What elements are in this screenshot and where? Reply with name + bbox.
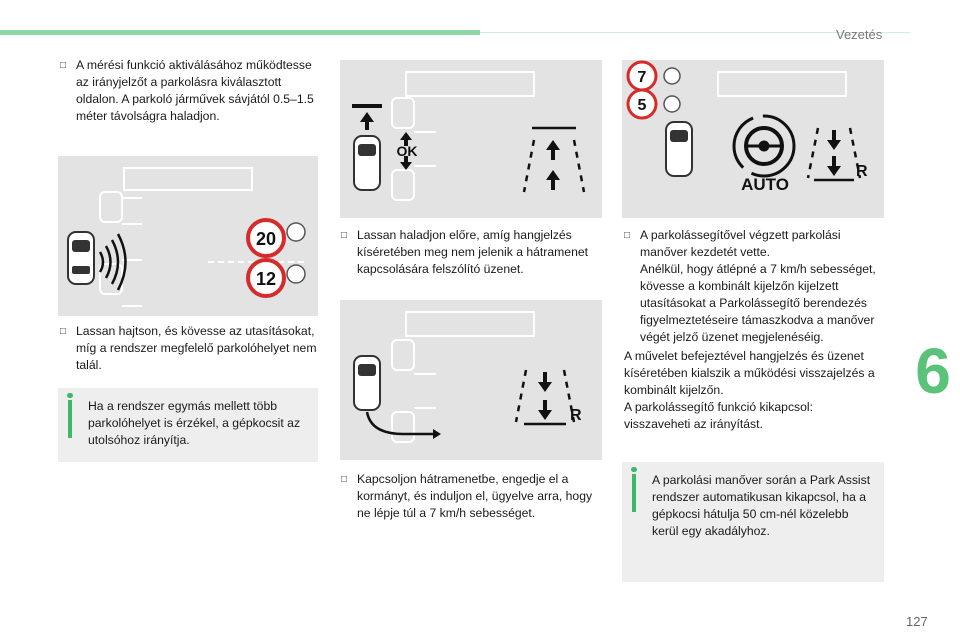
auto-steering-diagram bbox=[622, 60, 884, 218]
sensor-waves-icon bbox=[100, 234, 126, 290]
backward-arrows-icon bbox=[827, 130, 841, 176]
steering-assist-icon bbox=[287, 265, 305, 283]
speed-value-a: 20 bbox=[255, 229, 277, 249]
section-title: Vezetés bbox=[836, 27, 883, 42]
reverse-path-icon bbox=[367, 412, 433, 434]
speed-sign-12-icon bbox=[248, 260, 284, 296]
page-number: 127 bbox=[906, 614, 928, 629]
ok-label: OK bbox=[396, 143, 418, 159]
checkbox-bullet-icon: □ bbox=[60, 326, 67, 337]
backward-arrows-icon bbox=[538, 372, 552, 420]
car-top-icon bbox=[68, 232, 94, 284]
col2-illustration-bottom bbox=[340, 300, 602, 460]
auto-label: AUTO bbox=[741, 175, 789, 194]
col3-info-box: A parkolási manőver során a Park Assist rendszer automatikusan kikapcsol, ha a gépkocsi hátulja 50 cm-nél közelebb kerül egy akadályhoz. bbox=[622, 462, 884, 582]
steering-assist-icon bbox=[664, 96, 680, 112]
reverse-label: R bbox=[570, 407, 582, 424]
car-top-icon bbox=[354, 136, 380, 190]
checkbox-bullet-icon: □ bbox=[341, 230, 348, 241]
col1-bullet-1: □ A mérési funkció aktiválásához működtesse az irányjelzőt a parkolásra kiválasztott oldalon. A parkoló járművek sávjától 0.5–1.5 méter távolságra haladjon. bbox=[60, 58, 314, 123]
forward-arrow-icon bbox=[352, 104, 382, 130]
steering-assist-icon bbox=[664, 68, 680, 84]
speed-sign-5-icon bbox=[628, 90, 656, 118]
col2-bullet-1: □ Lassan haladjon előre, amíg hangjelzés kíséretében meg nem jelenik a hátramenet kapcsolására felszólító üzenet. bbox=[341, 228, 589, 276]
col1-bullet-2: □ Lassan hajtson, és kövesse az utasításokat, míg a rendszer megfelelő parkolóhelyet nem talál. bbox=[60, 324, 317, 372]
chapter-tab: 6 bbox=[906, 330, 960, 412]
speed-sign-7-icon bbox=[628, 62, 656, 90]
header-accent-bar bbox=[0, 30, 480, 35]
steering-wheel-icon bbox=[734, 116, 794, 176]
parked-cars-icon bbox=[392, 340, 436, 442]
col1-info-box: Ha a rendszer egymás mellett több parkolóhelyet is érzékel, a gépkocsit az utolsóhoz irányítja. bbox=[58, 388, 318, 462]
col3-bullet-1-cont: Anélkül, hogy átlépné a 7 km/h sebességet, kövesse a kombinált kijelzőn kijelzett utasításokat a Parkolássegítő berendezés figyelmeztetéseire támaszkodva a manőver végét jelző üzenet megjelenéséig. bbox=[640, 262, 876, 344]
col3-illustration bbox=[622, 60, 884, 218]
col3-bullet-1: □ A parkolássegítővel végzett parkolási manőver kezdetét vette. Anélkül, hogy átlépné a 7 km/h sebességet, kövesse a kombinált kijelzőn kijelzett utasításokat a Parkolássegítő berendezés figyelmeztetéseire támaszkodva a manőver végét jelző üzenet megjelenéséig. bbox=[624, 226, 882, 346]
info-icon bbox=[68, 400, 72, 438]
forward-ok-diagram bbox=[340, 60, 602, 218]
col2-illustration-top bbox=[340, 60, 602, 218]
speed-value-7: 7 bbox=[637, 69, 647, 86]
checkbox-bullet-icon: □ bbox=[341, 474, 348, 485]
reverse-label: R bbox=[856, 163, 868, 180]
col3-paragraph: A művelet befejeztével hangjelzés és üzenet kíséretében kialszik a működési visszajelzés a kombinált kijelzőn. A parkolássegítő funkció kikapcsol: visszaveheti az irányítást. bbox=[624, 348, 882, 433]
col1-illustration bbox=[58, 156, 318, 316]
forward-arrows-icon bbox=[546, 140, 560, 190]
speed-value-5: 5 bbox=[637, 97, 647, 114]
col2-bullet-2: □ Kapcsoljon hátramenetbe, engedje el a kormányt, és induljon el, ügyelve arra, hogy ne lépje túl a 7 km/h sebességet. bbox=[341, 472, 593, 520]
car-top-icon bbox=[666, 122, 692, 176]
col3-paragraph-2: A parkolássegítő funkció kikapcsol: visszaveheti az irányítást. bbox=[624, 400, 814, 431]
steering-assist-icon bbox=[287, 223, 305, 241]
checkbox-bullet-icon: □ bbox=[60, 60, 67, 71]
car-top-icon bbox=[354, 356, 380, 410]
info-icon bbox=[632, 474, 636, 512]
reverse-diagram bbox=[340, 300, 602, 460]
speed-value-b: 12 bbox=[255, 269, 277, 289]
checkbox-bullet-icon: □ bbox=[624, 230, 631, 241]
parking-scan-diagram bbox=[58, 156, 318, 316]
speed-sign-20-icon bbox=[248, 220, 284, 256]
